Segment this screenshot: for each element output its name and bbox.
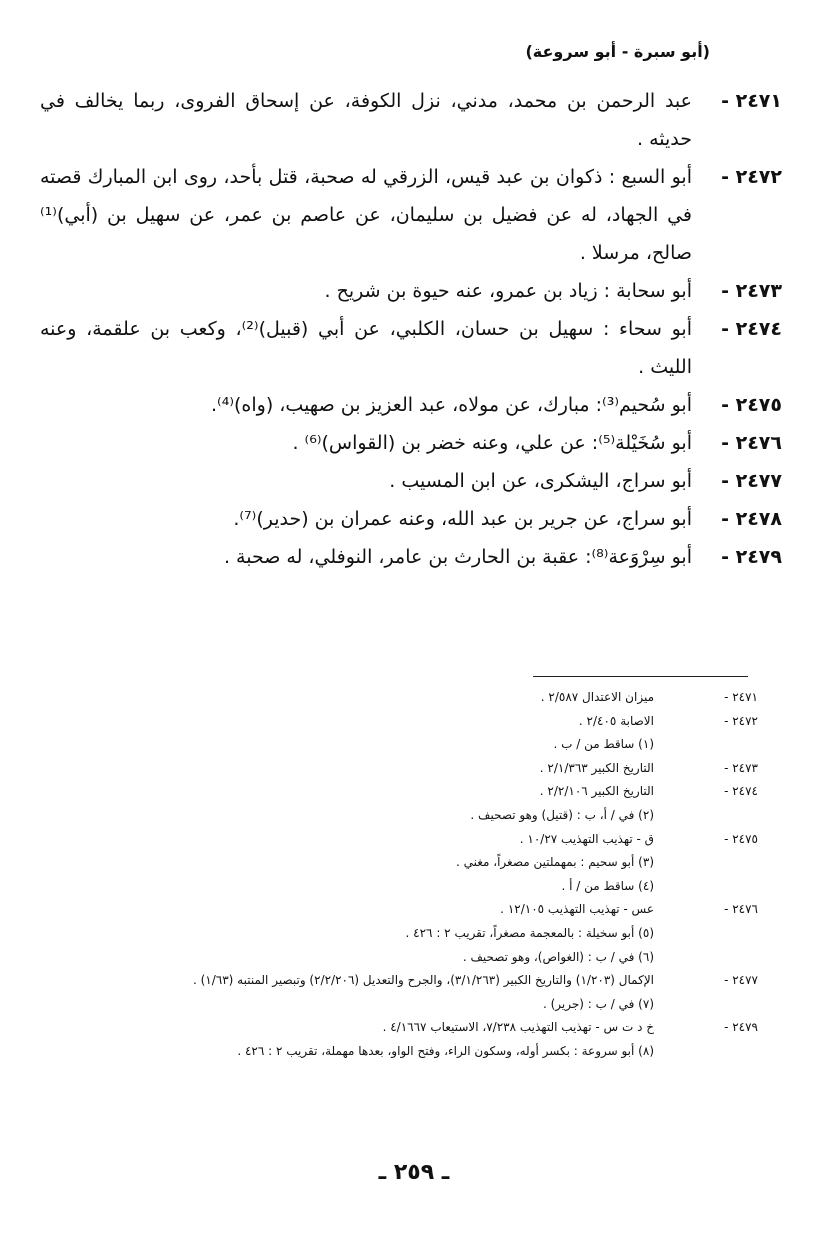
footnote-number: ٢٤٧٧ - [724,973,758,988]
footnote-number [654,993,758,1017]
footnote-text: (٤) ساقط من / أ . [561,878,654,893]
entry [40,538,782,576]
entry-number: ٢٤٧٤ - [721,318,782,340]
footnote-number: ٢٤٧٩ - [724,1020,758,1035]
footnote [60,969,758,993]
entry-number: ٢٤٧٣ - [721,280,782,302]
entry [40,272,782,310]
footnote [60,828,758,852]
footnote-text: (٢) في / أ، ب : (قتيل) وهو تصحيف . [470,807,654,822]
footnote-text: (٧) في / ب : (جرير) . [542,996,654,1011]
footnote [60,804,758,828]
footnote [60,1040,758,1064]
footnote [60,898,758,922]
entry-number: ٢٤٧٨ - [721,508,782,530]
footnote-number [654,733,758,757]
footnote-number [654,851,758,875]
entry-text: أبو سحاء : سهيل بن حسان، الكلبي، عن أبي (قبيل)⁽²⁾، وكعب بن علقمة، وعنه الليث . [40,318,692,378]
footnote-number [654,1040,758,1064]
entry [40,82,782,158]
entry [40,158,782,272]
footnotes [60,686,758,1064]
entry-number: ٢٤٧٦ - [721,432,782,454]
footnote [60,710,758,734]
page-number: ـ ٢٥٩ ـ [378,1160,450,1185]
footnote [60,757,758,781]
entry [40,424,782,462]
footnote-number: ٢٤٧٥ - [724,831,758,846]
entry-text: أبو سحابة : زياد بن عمرو، عنه حيوة بن شريح . [324,280,692,302]
footnote-text: التاريخ الكبير ٢/١/٣٦٣ . [539,760,654,775]
entries-list [40,82,782,576]
footnote-number [654,804,758,828]
entry [40,310,782,386]
footnote [60,733,758,757]
footnote-number: ٢٤٧١ - [724,690,758,704]
footnote-number: ٢٤٧٤ - [724,784,758,799]
footnote-text: الاصابة ٢/٤٠٥ . [578,713,654,728]
footnote [60,946,758,970]
entry-text: أبو السبع : ذكوان بن عبد قيس، الزرقي له صحبة، قتل بأحد، روى ابن المبارك قصته في الجهاد، له عن فضيل بن سليمان، عن عاصم بن عمر، عن سهيل بن (أبي)⁽¹⁾ صالح، مرسلا . [40,166,692,264]
footnote-number [654,946,758,970]
footnote-text: خ د ت س - تهذيب التهذيب ٧/٢٣٨، الاستيعاب ٤/١٦٦٧ . [382,1020,654,1035]
entry [40,386,782,424]
entry [40,500,782,538]
footnote-number: ٢٤٧٦ - [724,902,758,917]
entry-number: ٢٤٧١ - [721,90,782,112]
footnote-number [654,875,758,899]
entry-text: أبو سِرْوَعة⁽⁸⁾: عقبة بن الحارث بن عامر، النوفلي، له صحبة . [223,546,692,568]
entry-text: أبو سُخَيْلة⁽⁵⁾: عن علي، وعنه خضر بن (القواس)⁽⁶⁾ . [292,432,692,454]
entry-text: أبو سُحيم⁽³⁾: مبارك، عن مولاه، عبد العزيز بن صهيب، (واه)⁽⁴⁾. [211,394,692,416]
footnote-number: ٢٤٧٣ - [724,760,758,775]
footnote-text: (٦) في / ب : (الغواص)، وهو تصحيف . [462,949,654,964]
footnote-text: (٣) أبو سحيم : بمهملتين مصغراً، مغني . [455,855,654,870]
footnote [60,922,758,946]
footnote [60,993,758,1017]
footnote-text: (١) ساقط من / ب . [553,737,654,752]
entry-number: ٢٤٧٥ - [721,394,782,416]
footnote-text: التاريخ الكبير ٢/٢/١٠٦ . [539,784,654,799]
footnote [60,875,758,899]
running-head: (أبو سبرة - أبو سروعة) [525,42,710,61]
footnote-text: ق - تهذيب التهذيب ١٠/٢٧ . [519,831,654,846]
footnote-text: ميزان الاعتدال ٢/٥٨٧ . [540,690,654,704]
footnote-text: (٨) أبو سروعة : بكسر أوله، وسكون الراء، وفتح الواو، بعدها مهملة، تقريب ٢ : ٤٢٦ . [237,1043,654,1058]
footnote [60,780,758,804]
entry [40,462,782,500]
footnote-number [654,922,758,946]
footnote-text: (٥) أبو سخيلة : بالمعجمة مصغراً، تقريب ٢ : ٤٢٦ . [405,925,654,940]
footnote-text: الإكمال (١/٢٠٣) والتاريخ الكبير (٣/١/٢٦٣)، والجرح والتعديل (٢/٢/٢٠٦) وتبصير المنتبه (١/٦٣) . [192,973,654,988]
footnote-divider [533,676,748,677]
entry-number: ٢٤٧٧ - [721,470,782,492]
footnote [60,686,758,710]
entry-text: أبو سراج، عن جرير بن عبد الله، وعنه عمران بن (حدير)⁽⁷⁾. [233,508,692,530]
entry-text: عبد الرحمن بن محمد، مدني، نزل الكوفة، عن إسحاق الفروى، ربما يخالف في حديثه . [40,90,692,150]
entry-text: أبو سراج، اليشكرى، عن ابن المسيب . [389,470,692,492]
footnote [60,1016,758,1040]
entry-number: ٢٤٧٩ - [721,546,782,568]
footnote [60,851,758,875]
entry-number: ٢٤٧٢ - [721,166,782,188]
footnote-text: عس - تهذيب التهذيب ١٢/١٠٥ . [500,902,654,917]
footnote-number: ٢٤٧٢ - [724,713,758,728]
